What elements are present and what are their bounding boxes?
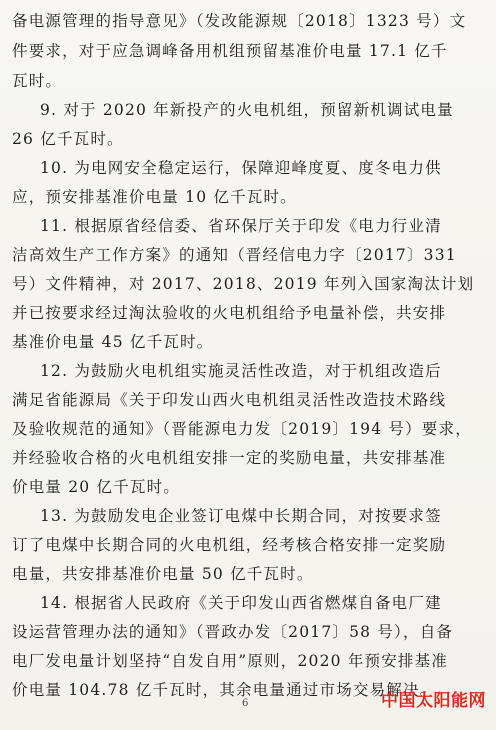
text-line: 件要求，对于应急调峰备用机组预留基准价电量 17.1 亿千 <box>12 42 448 60</box>
text-line: 并已按要求经过淘汰验收的火电机组给予电量补偿，共安排 <box>12 304 447 322</box>
site-watermark: 中国太阳能网 <box>381 691 486 711</box>
text-line: 电量，共安排基准价电量 50 亿千瓦时。 <box>12 565 314 583</box>
page-number: 6 <box>242 698 249 709</box>
text-line: 号）文件精神，对 2017、2018、2019 年列入国家淘汰计划 <box>12 275 475 293</box>
text-line: 价电量 104.78 亿千瓦时，其余电量通过市场交易解决。 <box>12 681 437 699</box>
text-line: 10. 为电网安全稳定运行，保障迎峰度夏、度冬电力供 <box>40 159 442 177</box>
text-line: 9. 对于 2020 年新投产的火电机组，预留新机调试电量 <box>40 101 454 119</box>
text-line: 订了电煤中长期合同的火电机组，经考核合格安排一定奖励 <box>12 536 447 554</box>
text-line: 26 亿千瓦时。 <box>12 130 124 148</box>
text-line: 电厂发电量计划坚持“自发自用”原则，2020 年预安排基准 <box>12 652 449 670</box>
text-line: 设运营管理办法的通知》（晋政办发〔2017〕58 号），自备 <box>12 623 454 641</box>
text-line: 瓦时。 <box>12 72 63 90</box>
text-line: 13. 为鼓励发电企业签订电煤中长期合同，对按要求签 <box>40 507 442 525</box>
text-line: 11. 根据原省经信委、省环保厅关于印发《电力行业清 <box>40 217 442 235</box>
text-line: 12. 为鼓励火电机组实施灵活性改造，对于机组改造后 <box>40 362 442 380</box>
text-line: 14. 根据省人民政府《关于印发山西省燃煤自备电厂建 <box>40 594 442 612</box>
text-line: 及验收规范的通知》（晋能源电力发〔2019〕194 号）要求， <box>12 420 472 438</box>
text-line: 基准价电量 45 亿千瓦时。 <box>12 333 214 351</box>
text-line: 满足省能源局《关于印发山西火电机组灵活性改造技术路线 <box>12 391 447 409</box>
text-line: 并经验收合格的火电机组安排一定的奖励电量，共安排基准 <box>12 449 447 467</box>
text-line: 洁高效生产工作方案》的通知（晋经信电力字〔2017〕331 <box>12 246 457 264</box>
text-line: 价电量 20 亿千瓦时。 <box>12 478 180 496</box>
text-line: 应，预安排基准价电量 10 亿千瓦时。 <box>12 188 297 206</box>
text-line: 备电源管理的指导意见》（发改能源规〔2018〕1323 号）文 <box>12 12 467 30</box>
